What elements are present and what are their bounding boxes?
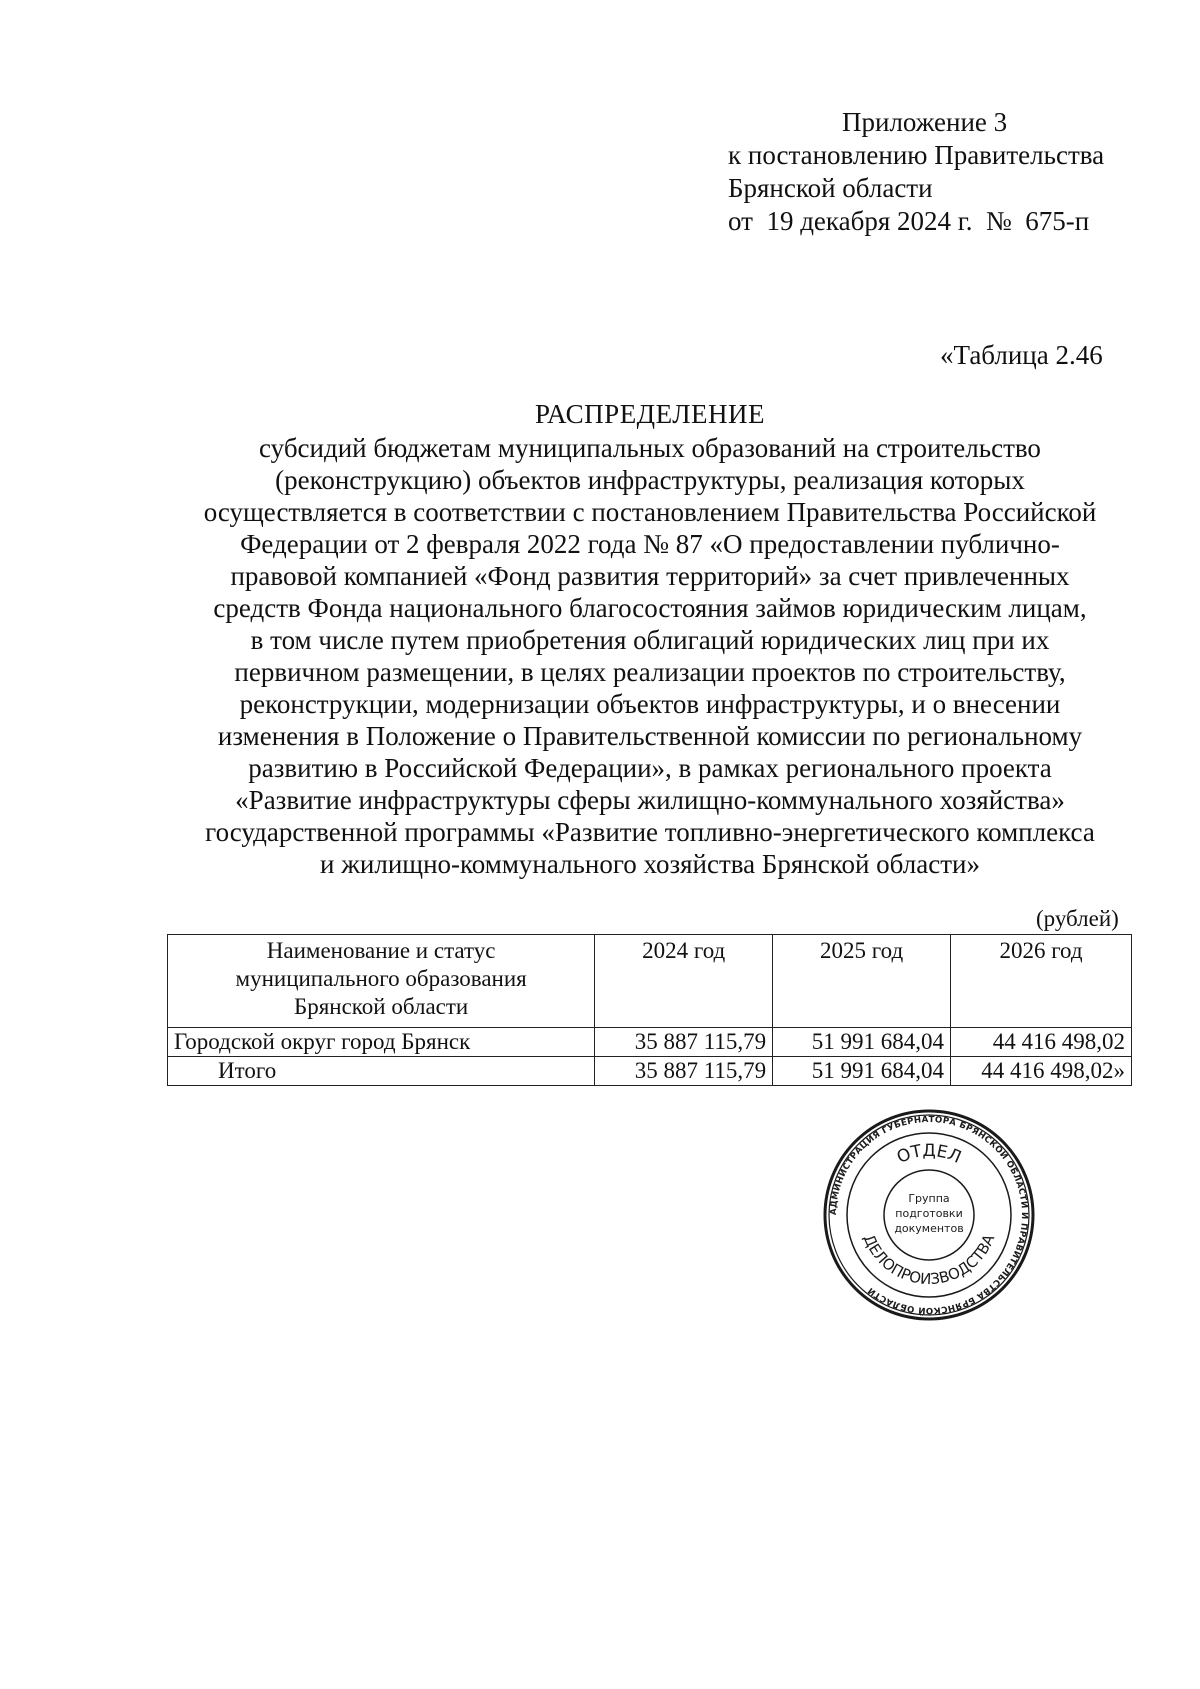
total-2025: 51 991 684,04 [773,1057,951,1086]
heading-line: правовой компанией «Фонд развития территорий» за счет привлеченных [230,561,1070,591]
heading-line: средств Фонда национального благосостояния займов юридическим лицам, [213,593,1087,623]
heading-line: изменения в Положение о Правительственной комиссии по региональному [217,721,1083,751]
document-heading [170,398,1130,880]
municipality-name: Городской округ город Брянск [168,1028,595,1057]
heading-line: осуществляется в соответствии с постановлением Правительства Российской [203,497,1097,527]
heading-line: развитию в Российской Федерации», в рамках регионального проекта [248,753,1052,783]
appendix-number: Приложение 3 [842,107,1008,137]
appendix-line-resolution: к постановлению Правительства [728,140,1105,170]
heading-line: реконструкции, модернизации объектов инфраструктуры, и о внесении [239,689,1061,719]
table-reference: «Таблица 2.46 [940,340,1103,370]
appendix-block [728,106,1104,238]
heading-line: и жилищно-коммунального хозяйства Брянской области» [320,849,980,879]
table-row [168,1028,1132,1057]
header-municipality-line: Брянской области [293,994,469,1019]
heading-line: первичном размещении, в целях реализации проектов по строительству, [234,657,1066,687]
stamp-center-line: документов [894,1222,964,1235]
total-label: Итого [168,1057,595,1086]
stamp-ring-bottom: ДЕЛОПРОИЗВОДСТВА [859,1231,999,1289]
appendix-line-date-number: от 19 декабря 2024 г. № 675-п [728,206,1090,236]
units-label: (рублей) [1036,906,1119,931]
svg-text:ОТДЕЛ [894,1141,964,1168]
document-title: РАСПРЕДЕЛЕНИЕ [534,399,766,429]
header-municipality-line: муниципального образования [235,966,527,991]
amount-2025: 51 991 684,04 [773,1028,951,1057]
appendix-line-region: Брянской области [728,173,933,203]
stamp-center-line: подготовки [895,1207,963,1220]
subsidy-table [167,934,1132,1086]
table-header-row [168,935,1132,1028]
stamp-center-line: Группа [908,1192,950,1205]
table-total-row [168,1057,1132,1086]
amount-2026: 44 416 498,02 [951,1028,1132,1057]
header-municipality-line: Наименование и статус [266,938,496,963]
office-stamp [822,1108,1036,1322]
heading-line: в том числе путем приобретения облигаций юридических лиц при их [250,625,1050,655]
header-year-2024: 2024 год [595,935,773,1028]
header-municipality [168,935,595,1028]
header-year-2026: 2026 год [951,935,1132,1028]
heading-line: (реконструкцию) объектов инфраструктуры, реализация которых [275,465,1025,495]
heading-line: Федерации от 2 февраля 2022 года № 87 «О предоставлении публично- [240,529,1060,559]
heading-line: государственной программы «Развитие топливно-энергетического комплекса [205,817,1095,847]
stamp-ring-top: ОТДЕЛ [893,1140,965,1168]
total-2024: 35 887 115,79 [595,1057,773,1086]
header-year-2025: 2025 год [773,935,951,1028]
stamp-seal-icon [822,1108,1036,1322]
heading-line: субсидий бюджетам муниципальных образований на строительство [259,433,1041,463]
heading-line: «Развитие инфраструктуры сферы жилищно-коммунального хозяйства» [235,785,1065,815]
total-2026: 44 416 498,02» [951,1057,1132,1086]
amount-2024: 35 887 115,79 [595,1028,773,1057]
stamp-outer-text: АДМИНИСТРАЦИЯ ГУБЕРНАТОРА БРЯНСКОЙ ОБЛАСТИ И ПРАВИТЕЛЬСТВА БРЯНСКОЙ ОБЛАСТИ [828,1114,1030,1316]
